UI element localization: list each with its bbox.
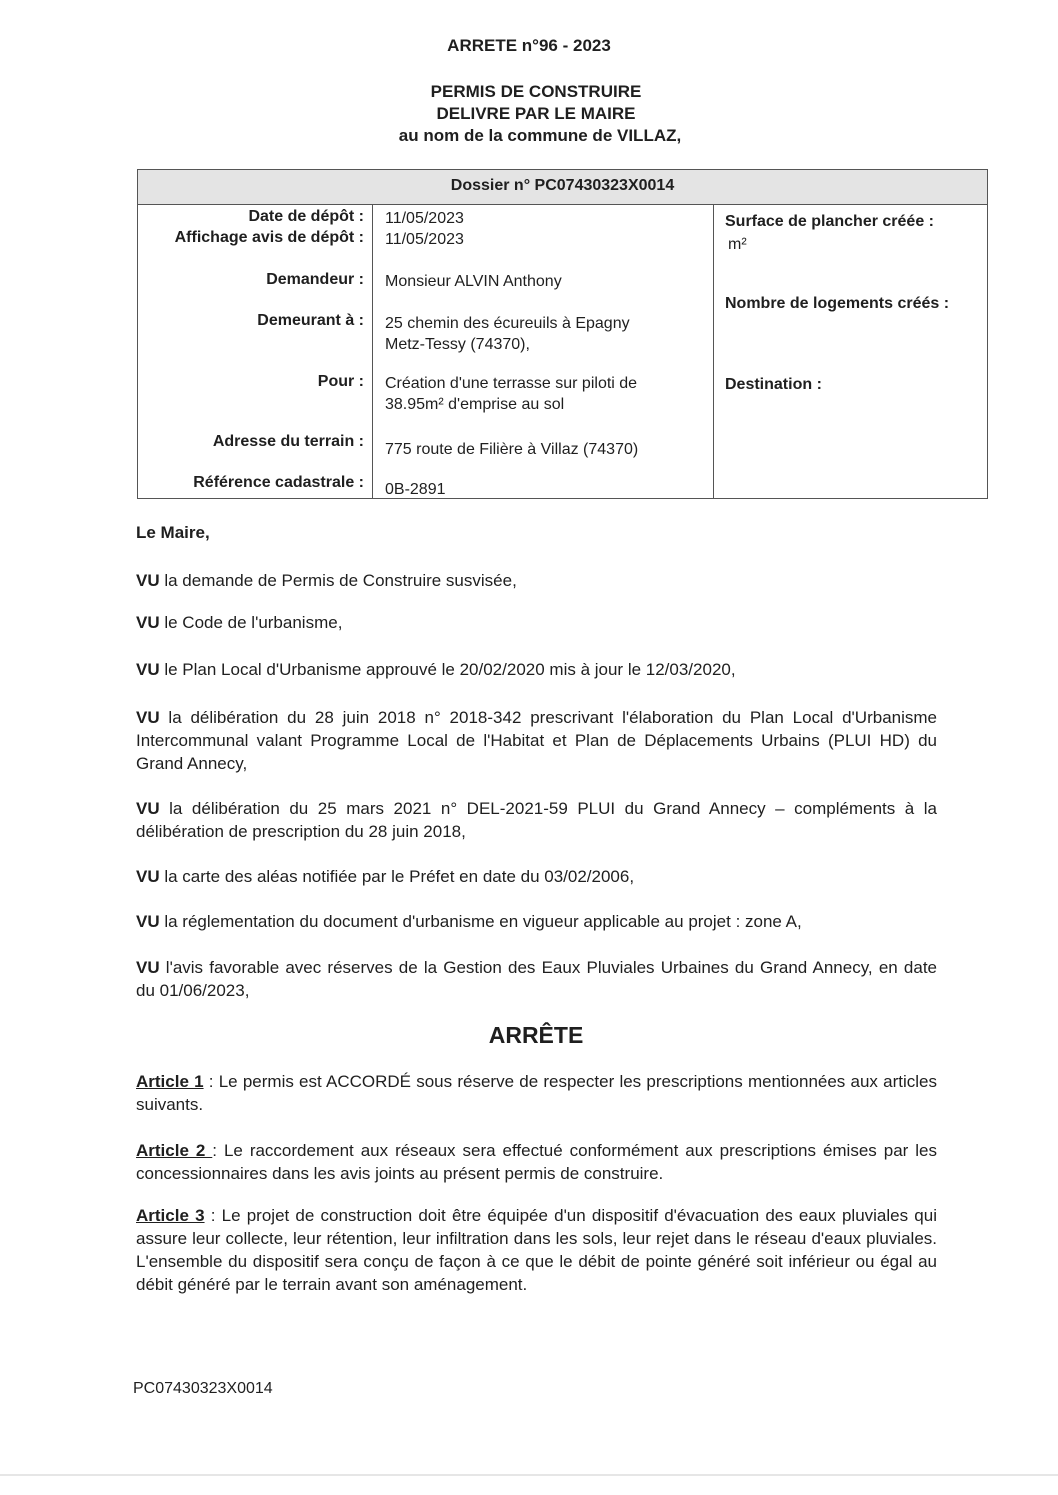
vu-word: VU: [136, 867, 160, 886]
date-depot-value: 11/05/2023: [385, 210, 464, 227]
pour-label: Pour :: [317, 373, 364, 390]
arrete-heading: ARRÊTE: [488, 1022, 584, 1048]
article-2: Article 2 : Le raccordement aux réseaux sera effectué conformément aux prescriptions émises par les concessionnaires dans les avis joints au présent permis de construire.: [136, 1141, 937, 1183]
article-2-label: Article 2: [136, 1141, 213, 1160]
column-divider: [713, 205, 714, 498]
reference-value: 0B-2891: [385, 481, 446, 498]
demandeur-label: Demandeur :: [266, 271, 364, 288]
footer-reference: PC07430323X0014: [133, 1380, 273, 1397]
article-1: Article 1 : Le permis est ACCORDÉ sous réserve de respecter les prescriptions mentionnées aux articles suivants.: [136, 1072, 937, 1114]
reference-label: Référence cadastrale :: [193, 474, 364, 491]
issuer: DELIVRE PAR LE MAIRE: [436, 104, 636, 123]
vu-word: VU: [136, 660, 160, 679]
destination-label: Destination :: [725, 376, 822, 393]
le-maire: Le Maire,: [136, 523, 210, 542]
demeurant-line2: Metz-Tessy (74370),: [385, 336, 530, 353]
affichage-label: Affichage avis de dépôt :: [174, 229, 364, 246]
vu-paragraph: VU l'avis favorable avec réserves de la Gestion des Eaux Pluviales Urbaines du Grand Annecy, en date du 01/06/2023,: [136, 958, 937, 1000]
permit-type: PERMIS DE CONSTRUIRE: [430, 82, 642, 101]
pour-line2: 38.95m² d'emprise au sol: [385, 396, 565, 413]
demeurant-label: Demeurant à :: [257, 312, 364, 329]
vu-word: VU: [136, 571, 160, 590]
date-depot-label: Date de dépôt :: [248, 208, 364, 225]
pour-line1: Création d'une terrasse sur piloti de: [385, 375, 638, 392]
adresse-value: 775 route de Filière à Villaz (74370): [385, 441, 639, 458]
vu-word: VU: [136, 799, 160, 818]
adresse-label: Adresse du terrain :: [212, 433, 364, 450]
vu-paragraph: VU le Plan Local d'Urbanisme approuvé le 20/02/2020 mis à jour le 12/03/2020,: [136, 660, 736, 679]
commune: au nom de la commune de VILLAZ,: [398, 126, 682, 145]
affichage-value: 11/05/2023: [385, 231, 464, 248]
vu-word: VU: [136, 958, 160, 977]
scan-edge: [0, 1474, 1058, 1476]
vu-paragraph: VU la demande de Permis de Construire susvisée,: [136, 571, 517, 590]
logements-label: Nombre de logements créés :: [725, 295, 950, 312]
vu-word: VU: [136, 613, 160, 632]
demeurant-line1: 25 chemin des écureuils à Epagny: [385, 315, 630, 332]
vu-paragraph: VU la délibération du 28 juin 2018 n° 2018-342 prescrivant l'élaboration du Plan Local d'Urbanisme Intercommunal valant Programme Local de l'Habitat et Plan de Déplacements Urbains (PLUI HD) du Grand Annecy,: [136, 708, 937, 773]
vu-paragraph: VU la carte des aléas notifiée par le Préfet en date du 03/02/2006,: [136, 867, 635, 886]
surface-label: Surface de plancher créée :: [725, 213, 934, 230]
vu-word: VU: [136, 912, 160, 931]
dossier-table: [137, 169, 988, 499]
document-title: ARRETE n°96 - 2023: [447, 36, 611, 55]
column-divider: [372, 205, 373, 498]
dossier-number: Dossier n° PC07430323X0014: [450, 177, 675, 194]
article-3-label: Article 3: [136, 1206, 205, 1225]
article-1-label: Article 1: [136, 1072, 204, 1091]
article-3: Article 3 : Le projet de construction doit être équipée d'un dispositif d'évacuation des eaux pluviales qui assure leur collecte, leur rétention, leur infiltration dans les sols, leur rejet dans le réseau d'eaux pluviales. L'ensemble du dispositif sera conçu de façon à ce que le débit de pointe généré soit inférieur ou égal au débit généré par le terrain avant son aménagement.: [136, 1206, 937, 1294]
vu-paragraph: VU la réglementation du document d'urbanisme en vigueur applicable au projet : zone A,: [136, 912, 802, 931]
vu-word: VU: [136, 708, 160, 727]
vu-paragraph: VU le Code de l'urbanisme,: [136, 613, 343, 632]
demandeur-value: Monsieur ALVIN Anthony: [385, 273, 562, 290]
vu-paragraph: VU la délibération du 25 mars 2021 n° DEL-2021-59 PLUI du Grand Annecy – compléments à la délibération de prescription du 28 juin 2018,: [136, 799, 937, 841]
surface-unit: m²: [728, 236, 747, 253]
dossier-header: [138, 170, 987, 205]
